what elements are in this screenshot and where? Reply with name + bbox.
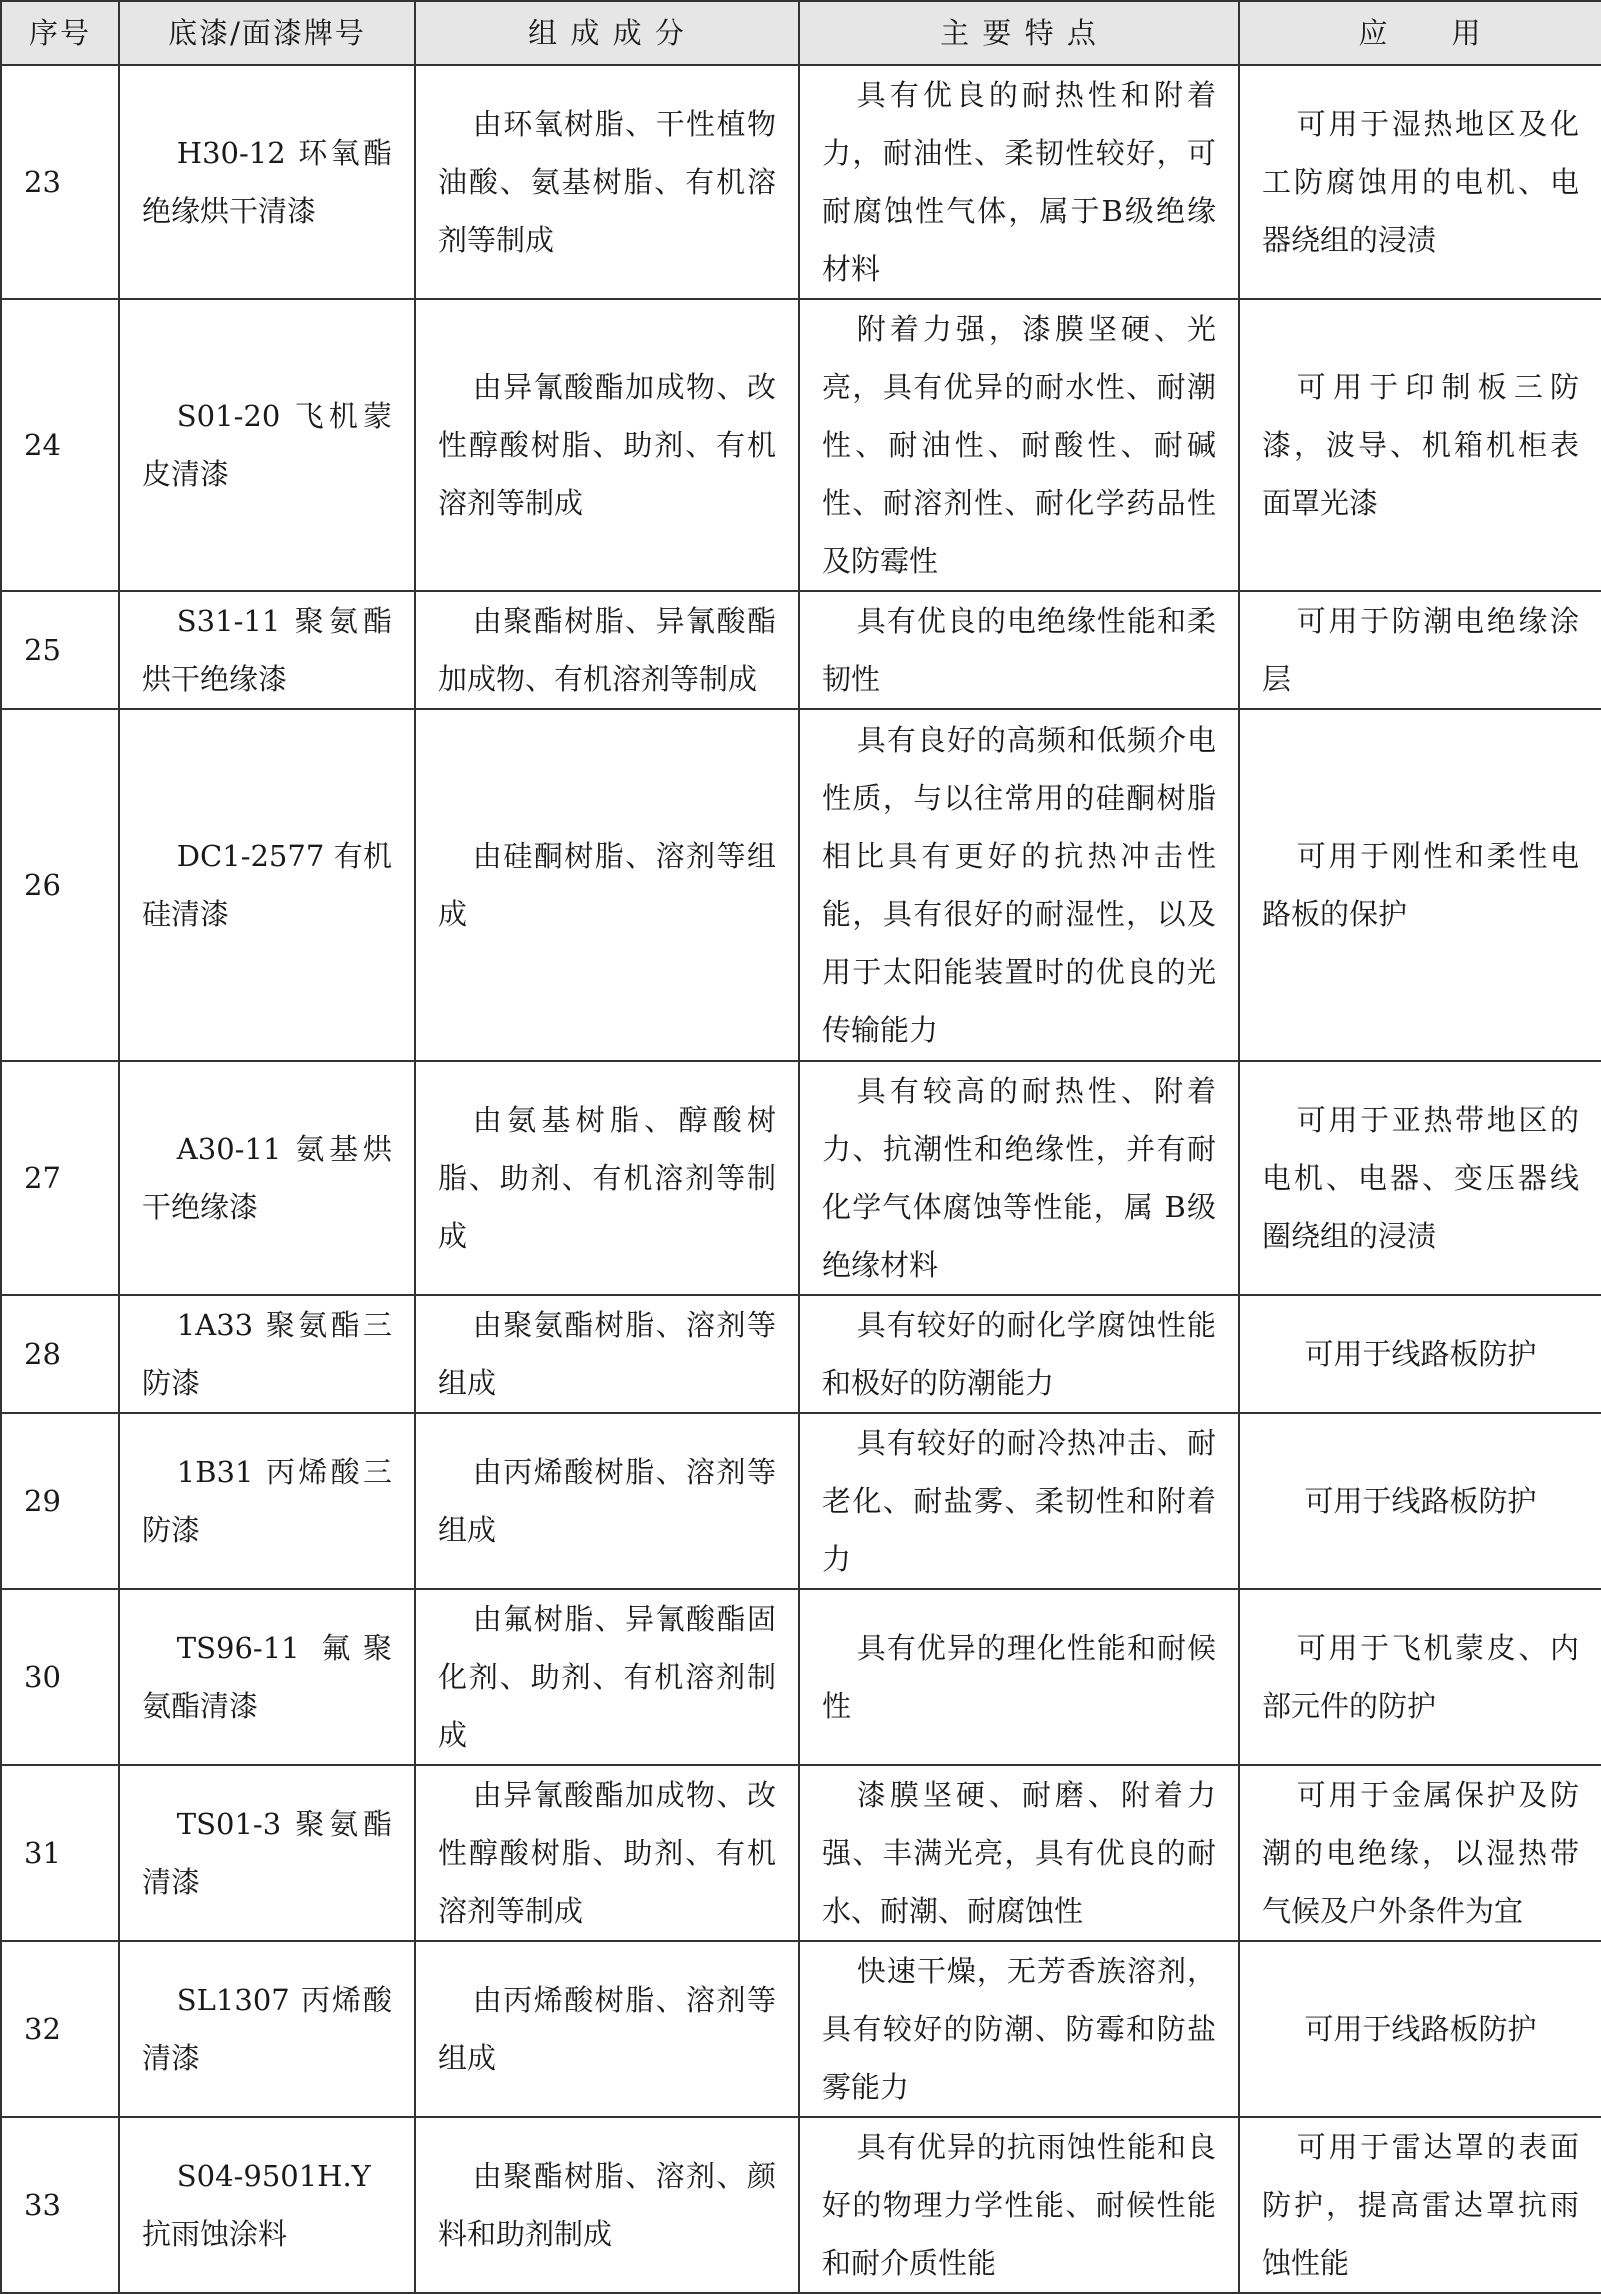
features-cell: 具有优良的耐热性和附着力，耐油性、柔韧性较好，可耐腐蚀性气体，属于B级绝缘材料	[799, 65, 1239, 299]
brand-cell: TS96-11 氟聚氨酯清漆	[119, 1589, 415, 1765]
composition-cell: 由环氧树脂、干性植物油酸、氨基树脂、有机溶剂等制成	[415, 65, 799, 299]
brand-cell: S31-11 聚氨酯烘干绝缘漆	[119, 591, 415, 709]
table-row	[1, 1413, 1601, 1589]
brand-cell: S01-20 飞机蒙皮清漆	[119, 299, 415, 591]
table-row	[1, 1295, 1601, 1413]
features-cell: 附着力强，漆膜坚硬、光亮，具有优异的耐水性、耐潮性、耐油性、耐酸性、耐碱性、耐溶剂性、耐化学药品性及防霉性	[799, 299, 1239, 591]
serial-cell: 29	[1, 1413, 119, 1589]
table-row	[1, 709, 1601, 1061]
table-row	[1, 1061, 1601, 1295]
composition-cell: 由聚酯树脂、溶剂、颜料和助剂制成	[415, 2117, 799, 2293]
header-brand: 底漆/面漆牌号	[119, 1, 415, 65]
composition-cell: 由氨基树脂、醇酸树脂、助剂、有机溶剂等制成	[415, 1061, 799, 1295]
composition-cell: 由硅酮树脂、溶剂等组成	[415, 709, 799, 1061]
application-cell: 可用于刚性和柔性电路板的保护	[1239, 709, 1601, 1061]
table-row	[1, 1941, 1601, 2117]
features-cell: 具有优异的理化性能和耐候性	[799, 1589, 1239, 1765]
serial-cell: 23	[1, 65, 119, 299]
table-row	[1, 299, 1601, 591]
composition-cell: 由丙烯酸树脂、溶剂等组成	[415, 1413, 799, 1589]
table-row	[1, 1589, 1601, 1765]
application-cell: 可用于线路板防护	[1239, 1413, 1601, 1589]
serial-cell: 25	[1, 591, 119, 709]
table-row	[1, 65, 1601, 299]
features-cell: 具有良好的高频和低频介电性质，与以往常用的硅酮树脂相比具有更好的抗热冲击性能，具有很好的耐湿性，以及用于太阳能装置时的优良的光传输能力	[799, 709, 1239, 1061]
features-cell: 具有较好的耐冷热冲击、耐老化、耐盐雾、柔韧性和附着力	[799, 1413, 1239, 1589]
application-cell: 可用于湿热地区及化工防腐蚀用的电机、电器绕组的浸渍	[1239, 65, 1601, 299]
header-composition: 组 成 成 分	[415, 1, 799, 65]
table-row	[1, 591, 1601, 709]
features-cell: 具有较好的耐化学腐蚀性能和极好的防潮能力	[799, 1295, 1239, 1413]
brand-cell: 1A33 聚氨酯三防漆	[119, 1295, 415, 1413]
brand-cell: 1B31 丙烯酸三防漆	[119, 1413, 415, 1589]
application-cell: 可用于飞机蒙皮、内部元件的防护	[1239, 1589, 1601, 1765]
application-cell: 可用于金属保护及防潮的电绝缘，以湿热带气候及户外条件为宜	[1239, 1765, 1601, 1941]
composition-cell: 由丙烯酸树脂、溶剂等组成	[415, 1941, 799, 2117]
header-application: 应 用	[1239, 1, 1601, 65]
composition-cell: 由聚酯树脂、异氰酸酯加成物、有机溶剂等制成	[415, 591, 799, 709]
table-row	[1, 2117, 1601, 2293]
brand-cell: H30-12 环氧酯绝缘烘干清漆	[119, 65, 415, 299]
composition-cell: 由聚氨酯树脂、溶剂等组成	[415, 1295, 799, 1413]
features-cell: 具有优异的抗雨蚀性能和良好的物理力学性能、耐候性能和耐介质性能	[799, 2117, 1239, 2293]
table-row	[1, 1765, 1601, 1941]
brand-cell: TS01-3 聚氨酯清漆	[119, 1765, 415, 1941]
brand-cell: SL1307 丙烯酸清漆	[119, 1941, 415, 2117]
features-cell: 具有优良的电绝缘性能和柔韧性	[799, 591, 1239, 709]
application-cell: 可用于线路板防护	[1239, 1295, 1601, 1413]
header-serial: 序号	[1, 1, 119, 65]
serial-cell: 28	[1, 1295, 119, 1413]
brand-cell: DC1-2577 有机硅清漆	[119, 709, 415, 1061]
application-cell: 可用于防潮电绝缘涂层	[1239, 591, 1601, 709]
application-cell: 可用于亚热带地区的电机、电器、变压器线圈绕组的浸渍	[1239, 1061, 1601, 1295]
serial-cell: 32	[1, 1941, 119, 2117]
composition-cell: 由异氰酸酯加成物、改性醇酸树脂、助剂、有机溶剂等制成	[415, 1765, 799, 1941]
application-cell: 可用于线路板防护	[1239, 1941, 1601, 2117]
brand-cell: S04-9501H.Y 抗雨蚀涂料	[119, 2117, 415, 2293]
application-cell: 可用于印制板三防漆，波导、机箱机柜表面罩光漆	[1239, 299, 1601, 591]
header-features: 主 要 特 点	[799, 1, 1239, 65]
header-row	[1, 1, 1601, 65]
features-cell: 快速干燥，无芳香族溶剂，具有较好的防潮、防霉和防盐雾能力	[799, 1941, 1239, 2117]
serial-cell: 26	[1, 709, 119, 1061]
application-cell: 可用于雷达罩的表面防护，提高雷达罩抗雨蚀性能	[1239, 2117, 1601, 2293]
serial-cell: 24	[1, 299, 119, 591]
serial-cell: 31	[1, 1765, 119, 1941]
composition-cell: 由异氰酸酯加成物、改性醇酸树脂、助剂、有机溶剂等制成	[415, 299, 799, 591]
features-cell: 漆膜坚硬、耐磨、附着力强、丰满光亮，具有优良的耐水、耐潮、耐腐蚀性	[799, 1765, 1239, 1941]
serial-cell: 27	[1, 1061, 119, 1295]
features-cell: 具有较高的耐热性、附着力、抗潮性和绝缘性，并有耐化学气体腐蚀等性能，属 B级绝缘材料	[799, 1061, 1239, 1295]
serial-cell: 33	[1, 2117, 119, 2293]
serial-cell: 30	[1, 1589, 119, 1765]
brand-cell: A30-11 氨基烘干绝缘漆	[119, 1061, 415, 1295]
composition-cell: 由氟树脂、异氰酸酯固化剂、助剂、有机溶剂制成	[415, 1589, 799, 1765]
